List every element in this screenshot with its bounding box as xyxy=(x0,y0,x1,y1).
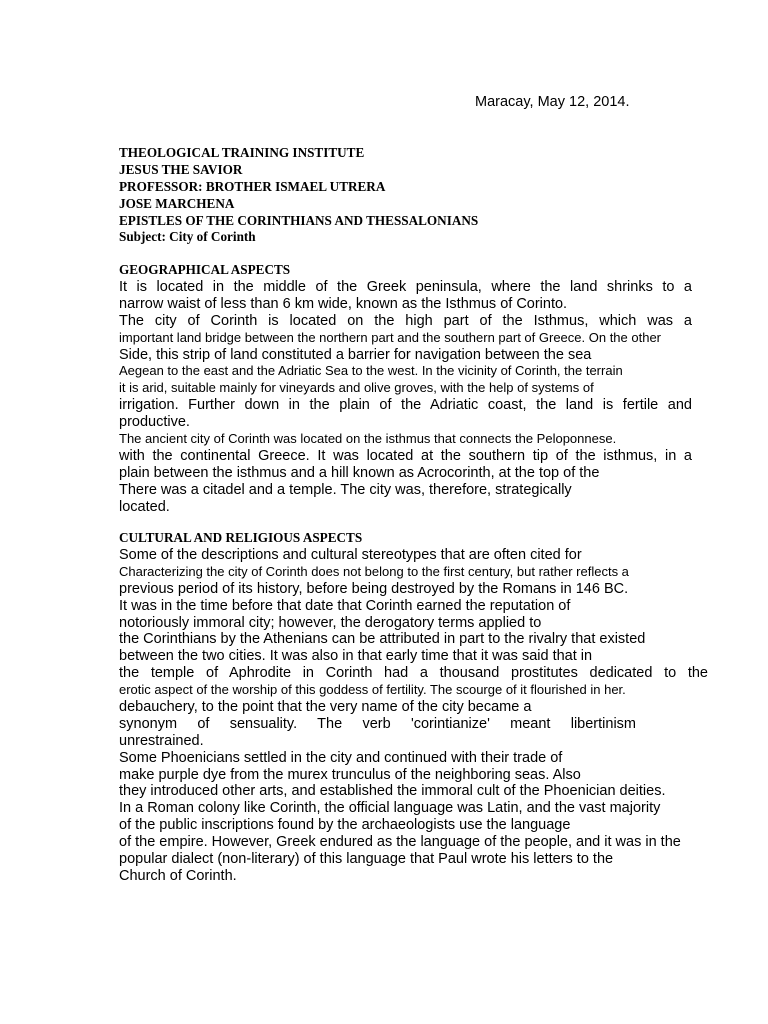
paragraph-line: It is located in the middle of the Greek peninsula, where the land shrinks to a xyxy=(119,279,692,295)
paragraph-line: notoriously immoral city; however, the derogatory terms applied to xyxy=(119,614,542,631)
paragraph-line: narrow waist of less than 6 km wide, known as the Isthmus of Corinto. xyxy=(119,295,568,312)
paragraph-line: previous period of its history, before being destroyed by the Romans in 146 BC. xyxy=(119,580,629,597)
document-header xyxy=(119,145,478,246)
paragraph-line: plain between the isthmus and a hill known as Acrocorinth, at the top of the xyxy=(119,464,600,481)
paragraph-line: they introduced other arts, and established the immoral cult of the Phoenician deities. xyxy=(119,783,666,800)
geographical-section xyxy=(119,279,692,515)
paragraph-line: located. xyxy=(119,498,170,515)
paragraph-line: make purple dye from the murex trunculus of the neighboring seas. Also xyxy=(119,766,581,783)
paragraph-line: synonym of sensuality. The verb 'corintianize' meant libertinism xyxy=(119,715,636,732)
paragraph-line: Church of Corinth. xyxy=(119,867,237,884)
paragraph-line: The ancient city of Corinth was located on the isthmus that connects the Peloponnese. xyxy=(119,431,617,447)
professor-name: PROFESSOR: BROTHER ISMAEL UTRERA xyxy=(119,178,386,194)
document-date: Maracay, May 12, 2014. xyxy=(475,94,630,110)
institute-subtitle: JESUS THE SAVIOR xyxy=(119,161,243,177)
paragraph-line: the Corinthians by the Athenians can be attributed in part to the rivalry that existed xyxy=(119,631,646,648)
paragraph-line: Some of the descriptions and cultural stereotypes that are often cited for xyxy=(119,547,582,563)
paragraph-line: it is arid, suitable mainly for vineyards and olive groves, with the help of systems of xyxy=(119,380,594,396)
paragraph-line: The city of Corinth is located on the high part of the Isthmus, which was a xyxy=(119,312,692,329)
paragraph-line: Aegean to the east and the Adriatic Sea to the west. In the vicinity of Corinth, the terrain xyxy=(119,363,623,379)
student-name: JOSE MARCHENA xyxy=(119,195,235,211)
paragraph-line: of the public inscriptions found by the archaeologists use the language xyxy=(119,817,571,834)
institute-name: THEOLOGICAL TRAINING INSTITUTE xyxy=(119,145,365,160)
paragraph-line: In a Roman colony like Corinth, the official language was Latin, and the vast majority xyxy=(119,800,661,817)
paragraph-line: Some Phoenicians settled in the city and continued with their trade of xyxy=(119,749,563,766)
paragraph-line: irrigation. Further down in the plain of the Adriatic coast, the land is fertile and xyxy=(119,397,692,414)
paragraph-line: popular dialect (non-literary) of this language that Paul wrote his letters to the xyxy=(119,851,614,868)
paragraph-line: important land bridge between the northern part and the southern part of Greece. On the other xyxy=(119,329,662,345)
paragraph-line: It was in the time before that date that Corinth earned the reputation of xyxy=(119,597,571,614)
paragraph-line: Characterizing the city of Corinth does not belong to the first century, but rather reflects a xyxy=(119,563,629,579)
paragraph-line: debauchery, to the point that the very name of the city became a xyxy=(119,699,532,716)
paragraph-line: Side, this strip of land constituted a barrier for navigation between the sea xyxy=(119,346,592,363)
paragraph-line: with the continental Greece. It was located at the southern tip of the isthmus, in a xyxy=(119,447,692,464)
paragraph-line: unrestrained. xyxy=(119,732,204,749)
paragraph-line: erotic aspect of the worship of this goddess of fertility. The scourge of it flourished in her. xyxy=(119,682,626,698)
paragraph-line: of the empire. However, Greek endured as the language of the people, and it was in the xyxy=(119,834,681,851)
cultural-heading: CULTURAL AND RELIGIOUS ASPECTS xyxy=(119,530,363,545)
geographical-heading: GEOGRAPHICAL ASPECTS xyxy=(119,262,291,277)
paragraph-line: between the two cities. It was also in that early time that it was said that in xyxy=(119,648,593,665)
paragraph-line: the temple of Aphrodite in Corinth had a thousand prostitutes dedicated to the xyxy=(119,665,708,682)
cultural-section xyxy=(119,547,708,885)
paragraph-line: productive. xyxy=(119,414,190,431)
paragraph-line: There was a citadel and a temple. The city was, therefore, strategically xyxy=(119,481,572,498)
subject-line: Subject: City of Corinth xyxy=(119,229,256,245)
course-name: EPISTLES OF THE CORINTHIANS AND THESSALONIANS xyxy=(119,212,479,228)
